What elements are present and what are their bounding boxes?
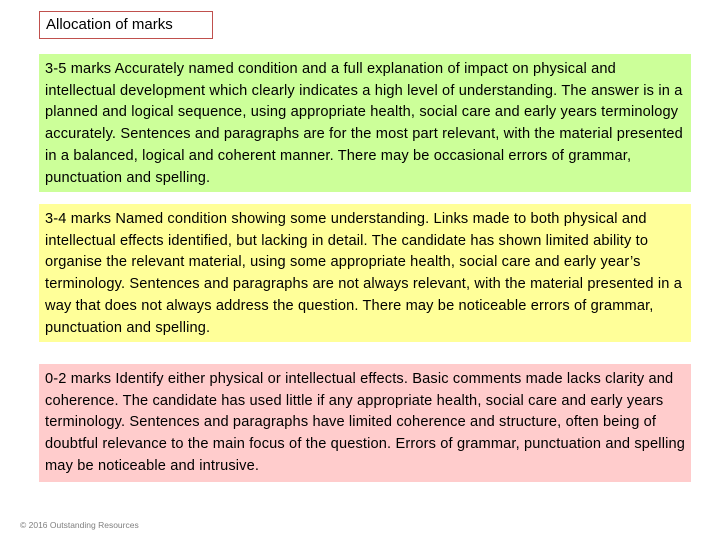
copyright-notice: © 2016 Outstanding Resources bbox=[20, 520, 139, 530]
mark-band-high: 3-5 marks Accurately named condition and a full explanation of impact on physical and intellectual development which clearly indicates a high level of understanding. The answer is in a planned and logical sequence, using appropriate health, social care and early years terminology accurately. Sentences and paragraphs are for the most part relevant, with the material presented in a balanced, logical and coherent manner. There may be occasional errors of grammar, punctuation and spelling. bbox=[39, 54, 691, 192]
page-title: Allocation of marks bbox=[39, 11, 213, 39]
mark-band-middle: 3-4 marks Named condition showing some understanding. Links made to both physical and intellectual effects identified, but lacking in detail. The candidate has shown limited ability to organise the relevant material, using some appropriate health, social care and early year’s terminology. Sentences and paragraphs are not always relevant, with the material presented in a way that does not always address the question. There may be noticeable errors of grammar, punctuation and spelling. bbox=[39, 204, 691, 342]
mark-band-low: 0-2 marks Identify either physical or intellectual effects. Basic comments made lacks clarity and coherence. The candidate has used little if any appropriate health, social care and early years terminology. Sentences and paragraphs have limited coherence and structure, often being of doubtful relevance to the main focus of the question. Errors of grammar, punctuation and spelling may be noticeable and intrusive. bbox=[39, 364, 691, 482]
